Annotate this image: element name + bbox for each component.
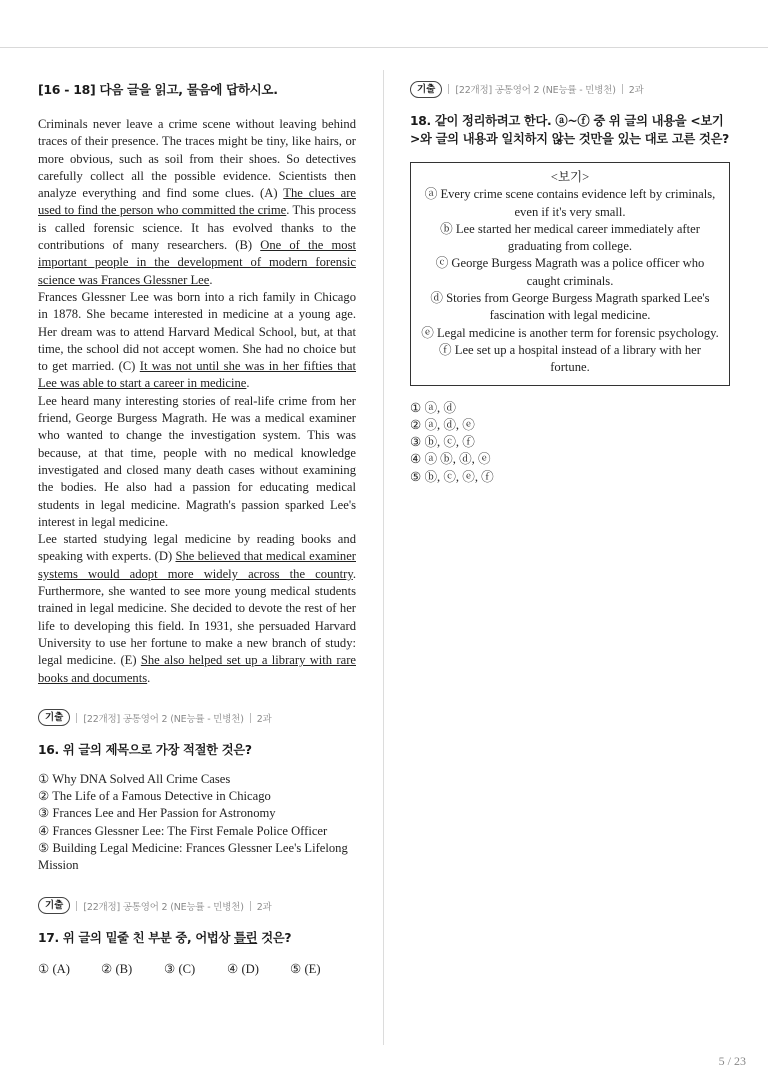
question-17-title bbox=[38, 929, 356, 947]
passage-paragraph-3: Lee heard many interesting stories of real-life crime from her friend, George Burgess Magrath. He was a medical examiner who wanted to change the investigation system. This was because, at that time, people with no medical knowledge investigated and closed many death cases without examining the bodies. He also had a passion for educating medical students in legal medicine. Magrath's passion sparked Lee's interest in legal medicine. bbox=[38, 393, 356, 529]
reading-passage bbox=[38, 116, 356, 687]
passage-text: . This process is called forensic science. It has evolved thanks to the contributions of many researchers. (B) bbox=[38, 203, 356, 253]
lesson-label: 2과 bbox=[256, 713, 272, 725]
past-exam-badge: 기출 bbox=[410, 81, 442, 98]
separator bbox=[250, 713, 251, 723]
underline-c: It was not until she was in her fifties that Lee was able to start a career in medicine bbox=[38, 359, 357, 391]
passage-text: . bbox=[209, 272, 213, 287]
title-text: 것은? bbox=[257, 930, 292, 945]
passage-text: Lee started studying legal medicine by reading books and speaking with experts. (D) bbox=[38, 532, 356, 564]
title-emphasis: 틀린 bbox=[234, 930, 258, 945]
lesson-label: 2과 bbox=[628, 85, 644, 96]
option-3[interactable]: ③ ⓑ, ⓒ, ⓕ bbox=[410, 435, 475, 450]
passage-text: . Furthermore, she wanted to see more young medical students trained in legal medicine. She decided to devote the rest of her life to developing this field. In 1931, she persuaded Harvard University to use her fortune to make a new branch of study: legal medicine. (E) bbox=[38, 566, 356, 668]
bogi-box bbox=[410, 162, 730, 386]
option-1[interactable]: ① ⓐ, ⓓ bbox=[410, 400, 456, 415]
underline-d: She believed that medical examiner systems would adopt more widely across the country bbox=[38, 549, 356, 581]
option-4[interactable]: ④ Frances Glessner Lee: The First Female Police Officer bbox=[38, 823, 328, 838]
option-2[interactable]: ② The Life of a Famous Detective in Chicago bbox=[38, 789, 271, 804]
option-2[interactable]: ② ⓐ, ⓓ, ⓔ bbox=[410, 417, 475, 432]
passage-text: Criminals never leave a crime scene without leaving behind traces of their presence. The traces might be tiny, like hairs, or more obvious, such as soil from their shoes. So detectives carefully collect all the possible evidence. Scientists then analyze everything and find some clues. (A) bbox=[38, 117, 356, 201]
passage-text: . bbox=[147, 670, 151, 685]
underline-b: One of the most important people in the development of modern forensic science was Frances Glessner Lee bbox=[38, 238, 356, 287]
passage-paragraph-2 bbox=[38, 289, 356, 393]
question-18-title: 18. 같이 정리하려고 한다. ⓐ~ⓕ 중 위 글의 내용을 <보기>와 글의 내용과 일치하지 않는 것만을 있는 대로 고른 것은? bbox=[410, 114, 729, 146]
page-number: 5 / 23 bbox=[718, 1054, 746, 1068]
source-label: [22개정] 공통영어 2 (NE능률 - 민병천) bbox=[83, 901, 244, 913]
passage-text: Frances Glessner Lee was born into a rich family in Chicago in 1878. She became interested in medicine at a young age. Her dream was to attend Harvard Medical School, but, at that time, the school did not accept women. She had no choice but to get married. (C) bbox=[38, 289, 356, 374]
underline-e: She also helped set up a library with rare books and documents bbox=[38, 653, 356, 685]
question-16-meta bbox=[38, 709, 356, 727]
lesson-label: 2과 bbox=[256, 901, 272, 913]
separator bbox=[250, 901, 251, 911]
question-16-options bbox=[38, 771, 356, 875]
option-5[interactable]: ⑤ (E) bbox=[290, 961, 321, 976]
bogi-title: <보기> bbox=[550, 170, 590, 184]
question-17 bbox=[38, 897, 356, 977]
bogi-item-a: ⓐ Every crime scene contains evidence left by criminals, even if it's very small. bbox=[424, 187, 716, 219]
question-17-meta bbox=[38, 897, 356, 915]
bogi-item-f: ⓕ Lee set up a hospital instead of a library with her fortune. bbox=[439, 342, 701, 375]
option-3[interactable]: ③ (C) bbox=[164, 961, 196, 976]
question-16-title: 16. 위 글의 제목으로 가장 적절한 것은? bbox=[38, 742, 252, 757]
option-5[interactable]: ⑤ Building Legal Medicine: Frances Glessner Lee's Lifelong Mission bbox=[38, 840, 348, 873]
right-column bbox=[410, 80, 730, 486]
bogi-item-b: ⓑ Lee started her medical career immediately after graduating from college. bbox=[440, 221, 700, 254]
left-column bbox=[38, 80, 356, 977]
bogi-item-e: ⓔ Legal medicine is another term for forensic psychology. bbox=[421, 325, 719, 340]
title-text: 17. 위 글의 밑줄 친 부분 중, 어법상 bbox=[38, 930, 235, 945]
past-exam-badge: 기출 bbox=[38, 897, 70, 914]
option-1[interactable]: ① (A) bbox=[38, 961, 70, 976]
separator bbox=[448, 84, 449, 94]
passage-paragraph-1 bbox=[38, 116, 356, 289]
underline-a: The clues are used to find the person who committed the crime bbox=[38, 186, 356, 218]
bogi-item-c: ⓒ George Burgess Magrath was a police officer who caught criminals. bbox=[435, 256, 705, 288]
question-18-meta bbox=[410, 80, 730, 98]
separator bbox=[622, 84, 623, 94]
question-18-options bbox=[410, 400, 730, 486]
option-1[interactable]: ① Why DNA Solved All Crime Cases bbox=[38, 771, 231, 786]
column-divider bbox=[383, 70, 384, 1045]
header-divider bbox=[0, 47, 768, 48]
separator bbox=[76, 901, 77, 911]
option-4[interactable]: ④ ⓐ ⓑ, ⓓ, ⓔ bbox=[410, 452, 491, 467]
bogi-item-d: ⓓ Stories from George Burgess Magrath sparked Lee's fascination with legal medicine. bbox=[430, 291, 710, 323]
question-18 bbox=[410, 80, 730, 486]
option-2[interactable]: ② (B) bbox=[101, 961, 133, 976]
option-3[interactable]: ③ Frances Lee and Her Passion for Astronomy bbox=[38, 806, 276, 821]
source-label: [22개정] 공통영어 2 (NE능률 - 민병천) bbox=[83, 713, 244, 725]
question-17-options bbox=[38, 961, 356, 977]
passage-paragraph-4 bbox=[38, 531, 356, 687]
passage-text: . bbox=[246, 376, 250, 391]
source-label: [22개정] 공통영어 2 (NE능률 - 민병천) bbox=[455, 85, 616, 96]
separator bbox=[76, 713, 77, 723]
question-16 bbox=[38, 709, 356, 875]
question-range-heading: [16 - 18] 다음 글을 읽고, 물음에 답하시오. bbox=[38, 82, 278, 97]
past-exam-badge: 기출 bbox=[38, 709, 70, 726]
option-4[interactable]: ④ (D) bbox=[227, 961, 259, 976]
option-5[interactable]: ⑤ ⓑ, ⓒ, ⓔ, ⓕ bbox=[410, 469, 494, 484]
